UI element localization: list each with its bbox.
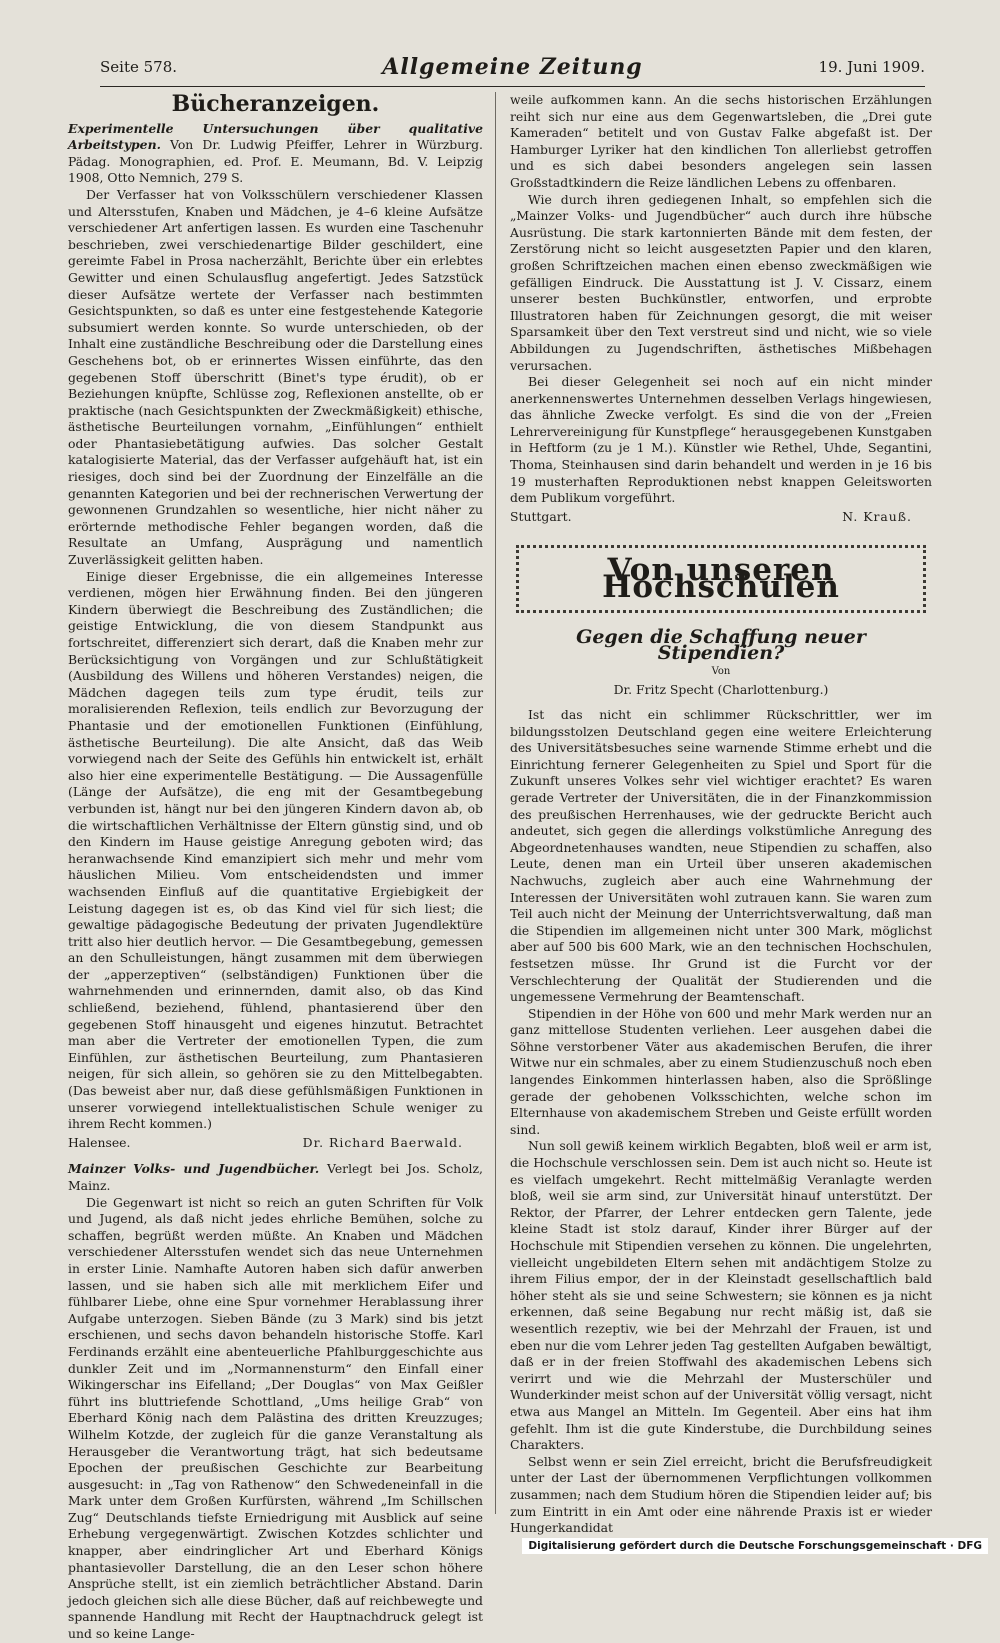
review-paragraph: Bei dieser Gelegenheit sei noch auf ein nicht minder anerkennenswertes Unternehmen desselben Verlags hingewiesen, das ähnliche Zwecke verfolgt. Es sind die von der „Freien Lehrervereinigung für Kunstpflege“ herausgegebenen Kunstgaben in Heftform (zu je 1 M.). Künstler wie Rethel, Uhde, Segantini, Thoma, Steinhausen sind darin behandelt und werden in je 16 bis 19 musterhaften Reproduktionen nebst knappen Geleitsworten dem Publikum vorgeführt. bbox=[510, 374, 932, 506]
review-paragraph: Die Gegenwart ist nicht so reich an guten Schriften für Volk und Jugend, als daß nicht jedes ehrliche Bemühen, solche zu schaffen, begrüßt werden müßte. An Knaben und Mädchen verschiedener Altersstufen wendet sich das neue Unternehmen in erster Linie. Namhafte Autoren haben sich dafür anwerben lassen, und sie haben sich alle mit merklichem Eifer und fühlbarer Liebe, ohne eine Spur vornehmer Herablassung ihrer Aufgabe unterzogen. Sieben Bände (zu 3 Mark) sind bis jetzt erschienen, und sechs davon behandeln historische Stoffe. Karl Ferdinands erzählt eine abenteuerliche Pfahlburggeschichte aus dunkler Zeit und im „Normannensturm“ den Einfall einer Wikingerschar ins Eifelland; „Der Douglas“ von Max Geißler führt ins bluttriefende Schottland, „Ums heilige Grab“ von Eberhard König nach dem Palästina des dritten Kreuzzuges; Wilhelm Kotzde, der zugleich für die ganze Veranstaltung als Herausgeber die Verantwortung trägt, hat sich bedeutsame Epochen der preußischen Geschichte zur Bearbeitung ausgesucht: in „Tag von Rathenow“ den Schwedeneinfall in die Mark unter dem Großen Kurfürsten, während „Im Schillschen Zug“ Deutschlands tiefste Erniedrigung mit Ausblick auf seine Erhebung vergegenwärtigt. Zwischen Kotzdes schlichter und knapper, aber eindringlicher Art und Eberhard Königs phantasievoller Darstellung, die an den Leser schon höhere Ansprüche stellt, ist ein ziemlich beträchtlicher Abstand. Darin jedoch gleichen sich alle diese Bücher, daß auf reichbewegte und spannende Handlung mit Recht der Hauptnachdruck gelegt ist und so keine Lange- bbox=[68, 1194, 483, 1642]
article-byline bbox=[510, 682, 932, 699]
masthead: Allgemeine Zeitung bbox=[382, 54, 643, 80]
review-signature bbox=[510, 509, 932, 526]
article-paragraph: Ist das nicht ein schlimmer Rückschrittler, wer im bildungsstolzen Deutschland gegen eine weitere Erleichterung des Universitätsbesuches seine warnende Stimme erhebt und die Einrichtung fernerer Gelegenheiten zu Spiel und Sport für die Zukunft unseres Volkes sehr viel wichtiger erachtet? Es waren gerade Vertreter der Universitäten, die in der Finanzkommission des preußischen Herrenhauses, wie der gedruckte Bericht auch andeutet, sich gegen die allerdings volkstümliche Anregung des Abgeordnetenhauses wandten, neue Stipendien zu schaffen, also Leute, denen man ein Urteil über unseren akademischen Nachwuchs, zugleich aber auch eine Wahrnehmung der Interessen der Universitäten wohl zutrauen kann. Sie waren zum Teil auch nicht der Meinung der Unterrichtsverwaltung, daß man die Stipendien im allgemeinen nicht unter 300 Mark, möglichst aber auf 500 bis 600 Mark, wie an den technischen Hochschulen, festsetzen müsse. Ihr Grund ist die Furcht vor der Verschlechterung der Qualität der Studierenden und die ungemessene Vermehrung der Beamtenschaft. bbox=[510, 707, 932, 1005]
review-paragraph: weile aufkommen kann. An die sechs historischen Erzählungen reiht sich nur eine aus dem Gegenwartsleben, die „Drei gute Kameraden“ betitelt und von Gustav Falke abgefaßt ist. Der Hamburger Lyriker hat den kindlichen Ton allerliebst getroffen und es sich dabei besonders angelegen sein lassen Großstadtkindern die Reize ländlichen Lebens zu offenbaren. bbox=[510, 92, 932, 190]
review-paragraph: Einige dieser Ergebnisse, die ein allgemeines Interesse verdienen, mögen hier Erwähnung finden. Bei den jüngeren Kindern überwiegt die Beschreibung des Zuständlichen; die geistige Entwicklung, die von diesem Standpunkt aus fortschreitet, differenziert sich derart, daß die Knaben mehr zur Berücksichtigung von Vorgängen und zur Schlußtätigkeit (Ausbildung des Willens und höheren Verstandes) neigen, die Mädchen dagegen teils zum type érudit, teils zur moralisierenden Reflexion, teils endlich zur Bevorzugung der Phantasie und der emotionellen Funktionen (Einfühlung, ästhetische Beurteilung). Die alte Ansicht, daß das Weib vorwiegend nach der Seite des Gefühls hin entwickelt ist, erhält also hier eine experimentelle Bestätigung. — Die Aussagenfülle (Länge der Aufsätze), die eng mit der Gesamtbegebung verbunden ist, hängt nur bei den jüngeren Kindern davon ab, ob die wirtschaftlichen Verhältnisse der Eltern günstig sind, und ob den Kindern im Hause geistige Anregung geboten wird; das heranwachsende Kind emanzipiert sich mehr und mehr vom häuslichen Milieu. Vom entscheidendsten und immer wachsenden Einfluß auf die quantitative Ergiebigkeit der Leistung dagegen ist es, ob das Kind viel für sich liest; die gewaltige pädagogische Bedeutung der privaten Jugendlektüre tritt also hier deutlich hervor. — Die Gesamtbegebung, gemessen an den Schulleistungen, hängt zusammen mit dem überwiegen der „apperzeptiven“ (selbständigen) Funktionen über die wahrnehmenden und erinnernden, damit also, ob das Kind schließend, beziehend, fühlend, phantasierend über den gegebenen Stoff hinausgeht und eigenes hinzutut. Betrachtet man aber die Vertreter der emotionellen Typen, die zum Einfühlen, zur ästhetischen Beurteilung, zum Phantasieren neigen, für sich allein, so gehören sie zu den Mittelbegabten. (Das beweist aber nur, daß diese gefühlsmäßigen Funktionen in unserer vorwiegend intellektualistischen Schule weniger zu ihrem Recht kommen.) bbox=[68, 568, 483, 1132]
section-title-book-reviews: Bücheranzeigen. bbox=[171, 91, 380, 117]
review-paragraph: Der Verfasser hat von Volksschülern verschiedener Klassen und Altersstufen, Knaben und Mädchen, je 4–6 kleine Aufsätze verschiedener Art anfertigen lassen. Es wurden eine Taschenuhr beschrieben, zwei verschiedenartige Bilder geschildert, eine gereimte Fabel in Prosa nacherzählt, Berichte über ein erlebtes Gewitter und einen Schulausflug angefertigt. Jedes Satzstück dieser Aufsätze wertete der Verfasser nach bestimmten Gesichtspunkten, so daß es unter eine festgestehende Kategorie subsumiert werden konnte. So wurde unterschieden, ob der Inhalt eine zuständliche Beschreibung oder die Darstellung eines Geschehens bot, ob er erinnertes Wissen einführte, das den gegebenen Stoff überschritt (Binet's type érudit), ob er Beziehungen knüpfte, Schlüsse zog, Reflexionen anstellte, ob er praktische (nach Gesichtspunkten der Zweckmäßigkeit) ethische, ästhetische Beurteilungen vornahm, „Einfühlungen“ enthielt oder Phantasiebetätigung aufwies. Das solcher Gestalt katalogisierte Material, das der Verfasser aufgehäuft hat, ist ein riesiges, doch sind bei der Zuordnung der Einzelfälle an die genannten Kategorien und bei der rechnerischen Verwertung der gewonnenen Grundzahlen so wesentliche, hier nicht näher zu erörternde methodische Fehler begangen worden, daß die Resultate an Umfang, Ausprägung und namentlich Zuverlässigkeit gelitten haben. bbox=[68, 186, 483, 568]
page-header bbox=[100, 56, 925, 87]
article-paragraph: Nun soll gewiß keinem wirklich Begabten, bloß weil er arm ist, die Hochschule verschlossen sein. Dem ist auch nicht so. Heute ist es vielfach umgekehrt. Recht mittelmäßig Veranlagte werden bloß, weil sie arm sind, zur Universität hinauf unterstützt. Der Rektor, der Pfarrer, der Lehrer entdecken gern Talente, jede kleine Stadt ist stolz darauf, Kinder ihrer Bürger auf der Hochschule mit Stipendien versehen zu können. Die ungelehrten, vielleicht ungebildeten Eltern sehen mit andächtigem Stolze zu ihrem Filius empor, der in der Kleinstadt gesellschaftlich bald höher steht als sie und seine Schwestern; sie können es ja nicht erkennen, daß seine Begabung nur recht mäßig ist, daß sie wesentlich rezeptiv, wie bei der Mehrzahl der Frauen, ist und eben nur die vom Lehrer jeden Tag gestellten Aufgaben bewältigt, daß er in der freien Stoffwahl des akademischen Lebens sich verirrt und wie die Mehrzahl der Musterschüler und Wunderkinder meist schon auf der Universität völlig versagt, nicht etwa aus Mangel an Mitteln. Im Gegenteil. Aber eins hat ihm gefehlt. Ihm ist die gute Kinderstube, die Durchbildung seines Charakters. bbox=[510, 1138, 932, 1453]
page-number: Seite 578. bbox=[100, 58, 178, 76]
book-entry-1 bbox=[68, 121, 483, 187]
book-entry-2 bbox=[68, 1161, 483, 1194]
book-meta-2: Verlegt bei Jos. Scholz, Mainz. bbox=[68, 1161, 483, 1193]
byline-name: Dr. Fritz Specht bbox=[613, 682, 714, 698]
article-paragraph: Stipendien in der Höhe von 600 und mehr Mark werden nur an ganz mittellose Studenten verliehen. Leer ausgehen dabei die Söhne verstorbener Väter aus akademischen Berufen, die ihrer Witwe nur ein schmales, aber zu einem Studienzuschuß noch eben langendes Einkommen hinterlassen haben, also die Sprößlinge gerade der gehobenen Volksschichten, welche schon im Elternhause von akademischem Streben und Geiste erfüllt worden sind. bbox=[510, 1005, 932, 1137]
section-banner: Von unseren Hochschulen bbox=[516, 545, 926, 612]
left-column bbox=[68, 92, 483, 1643]
signature-author: Dr. Richard Baerwald. bbox=[302, 1134, 463, 1150]
signature-author: N. Krauß. bbox=[842, 508, 912, 524]
byline-place: (Charlottenburg.) bbox=[717, 682, 829, 698]
right-column bbox=[510, 92, 932, 1537]
book-meta-1: Von Dr. Ludwig Pfeiffer, Lehrer in Würzburg. Pädag. Monographien, ed. Prof. E. Meumann, Bd. V. Leipzig 1908, Otto Nemnich, 279 S. bbox=[68, 137, 483, 186]
signature-place: Stuttgart. bbox=[510, 508, 572, 524]
article-von: Von bbox=[711, 665, 731, 677]
review-paragraph: Wie durch ihren gediegenen Inhalt, so empfehlen sich die „Mainzer Volks- und Jugendbücher“ auch durch ihre hübsche Ausrüstung. Die stark kartonnierten Bände mit dem festen, der Zerstörung nicht so leicht ausgesetzten Papier und den klaren, großen Schriftzeichen machen einen ebenso zweckmäßigen wie gefälligen Eindruck. Die Ausstattung ist J. V. Cissarz, einem unserer besten Buchkünstler, entworfen, und erprobte Illustratoren haben für Zeichnungen gesorgt, die mit weiser Sparsamkeit über den Text verstreut sind und nicht, wie so viele Abbildungen zu Jugendschriften, ästhetisches Mißbehagen verursachen. bbox=[510, 191, 932, 373]
book-title-1: Experimentelle Untersuchungen über qualitative Arbeitstypen. bbox=[68, 120, 483, 153]
book-title-2: Mainzer Volks- und Jugendbücher. bbox=[68, 1161, 320, 1177]
digitization-credit: Digitalisierung gefördert durch die Deutsche Forschungsgemeinschaft · DFG bbox=[522, 1538, 988, 1554]
article-paragraph: Selbst wenn er sein Ziel erreicht, bricht die Berufsfreudigkeit unter der Last der übernommenen Verpflichtungen vollkommen zusammen; nach dem Studium hören die Stipendien leider auf; bis zum Eintritt in ein Amt oder eine nährende Praxis ist er wieder Hungerkandidat bbox=[510, 1453, 932, 1536]
article-title: Gegen die Schaffung neuer Stipendien? bbox=[576, 625, 866, 665]
signature-place: Halensee. bbox=[68, 1134, 131, 1150]
review-signature bbox=[68, 1135, 483, 1152]
issue-date: 19. Juni 1909. bbox=[818, 58, 925, 76]
column-divider bbox=[495, 92, 496, 1514]
